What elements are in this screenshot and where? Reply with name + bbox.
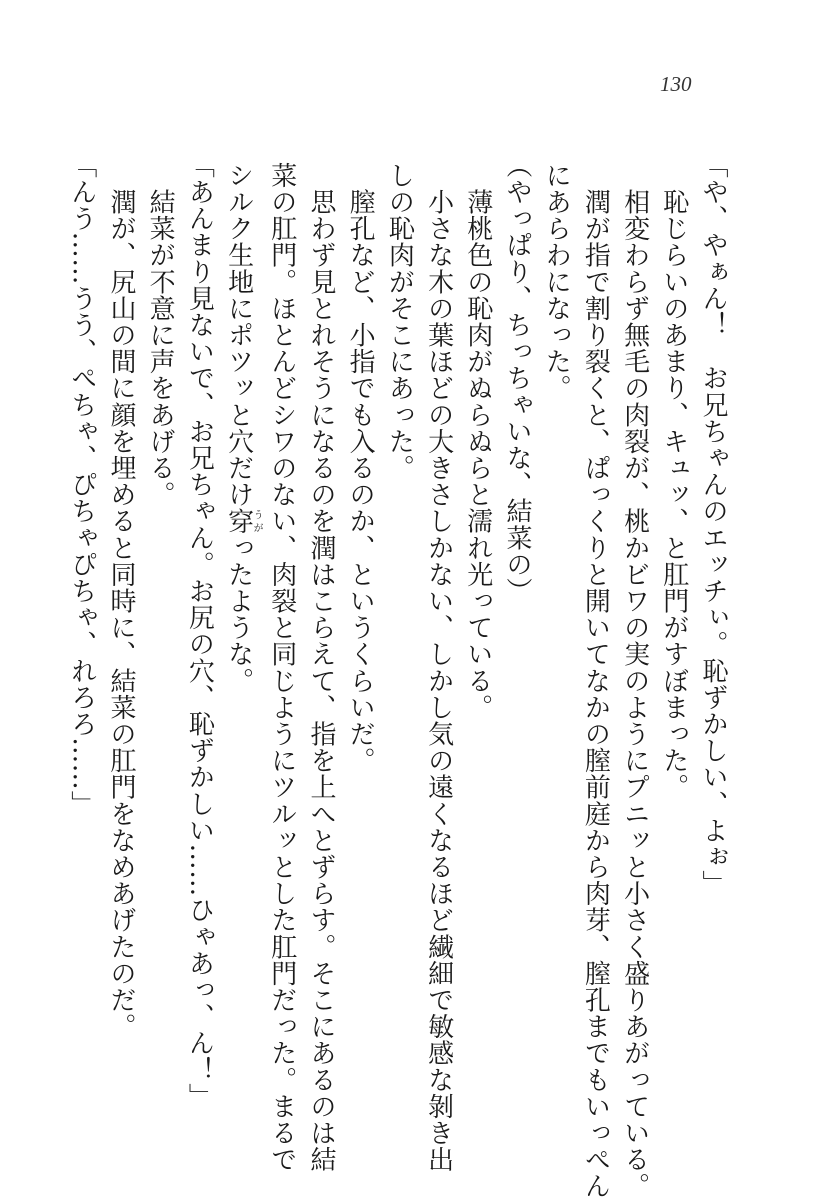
ruby-base: 穿 [223,507,254,535]
text-line-with-ruby [218,162,261,1120]
text-segment: ったような。 [223,534,254,695]
ruby-reading: うが [251,507,263,535]
text-line: 恥じらいのあまり、キュッ、と肛門がすぼまった。 [658,162,689,801]
text-line: 「あんまり見ないで、お兄ちゃん。お尻の穴、恥ずかしい……ひゃあっ、ん！」 [184,151,215,1110]
text-line: 菜の肛門。ほとんどシワのない、肉裂と同じようにツルッとした肛門だった。まるで [266,162,297,1173]
text-line: （やっぱり、ちっちゃいな、結菜の） [501,151,532,604]
text-line: 潤が指で割り裂くと、ぱっくりと開いてなかの膣前庭から肉芽、膣孔までもいっぺん [580,162,611,1200]
text-segment: シルク生地にポツッと穴だけ [223,162,254,508]
text-line: 膣孔など、小指でも入るのか、というくらいだ。 [345,162,376,774]
ruby-word [223,507,263,535]
text-line: しの恥肉がそこにあった。 [384,162,415,482]
text-line: にあらわになった。 [541,162,572,402]
novel-text-body [66,151,732,1200]
text-line: 潤が、尻山の間に顔を埋めると同時に、結菜の肛門をなめあげたのだ。 [105,162,136,1040]
page-number: 130 [660,72,692,96]
text-line: 薄桃色の恥肉がぬらぬらと濡れ光っている。 [462,162,493,721]
text-line: 結菜が不意に声をあげる。 [145,162,176,508]
text-line: 相変わらず無毛の肉裂が、桃かビワの実のようにプニッと小さく盛りあがっている。 [619,162,650,1200]
text-line: 思わず見とれそうになるのを潤はこらえて、指を上へとずらす。そこにあるのは結 [305,162,336,1173]
text-line: 「や、やぁん！ お兄ちゃんのエッチぃ。恥ずかしい、よぉ」 [698,151,728,897]
text-line: 「んう……うう、ぺちゃ、ぴちゃぴちゃ、れろろ……」 [66,151,97,817]
text-line: 小さな木の葉ほどの大きさしかない、しかし気の遠くなるほど繊細で敏感な剝き出 [423,162,454,1173]
